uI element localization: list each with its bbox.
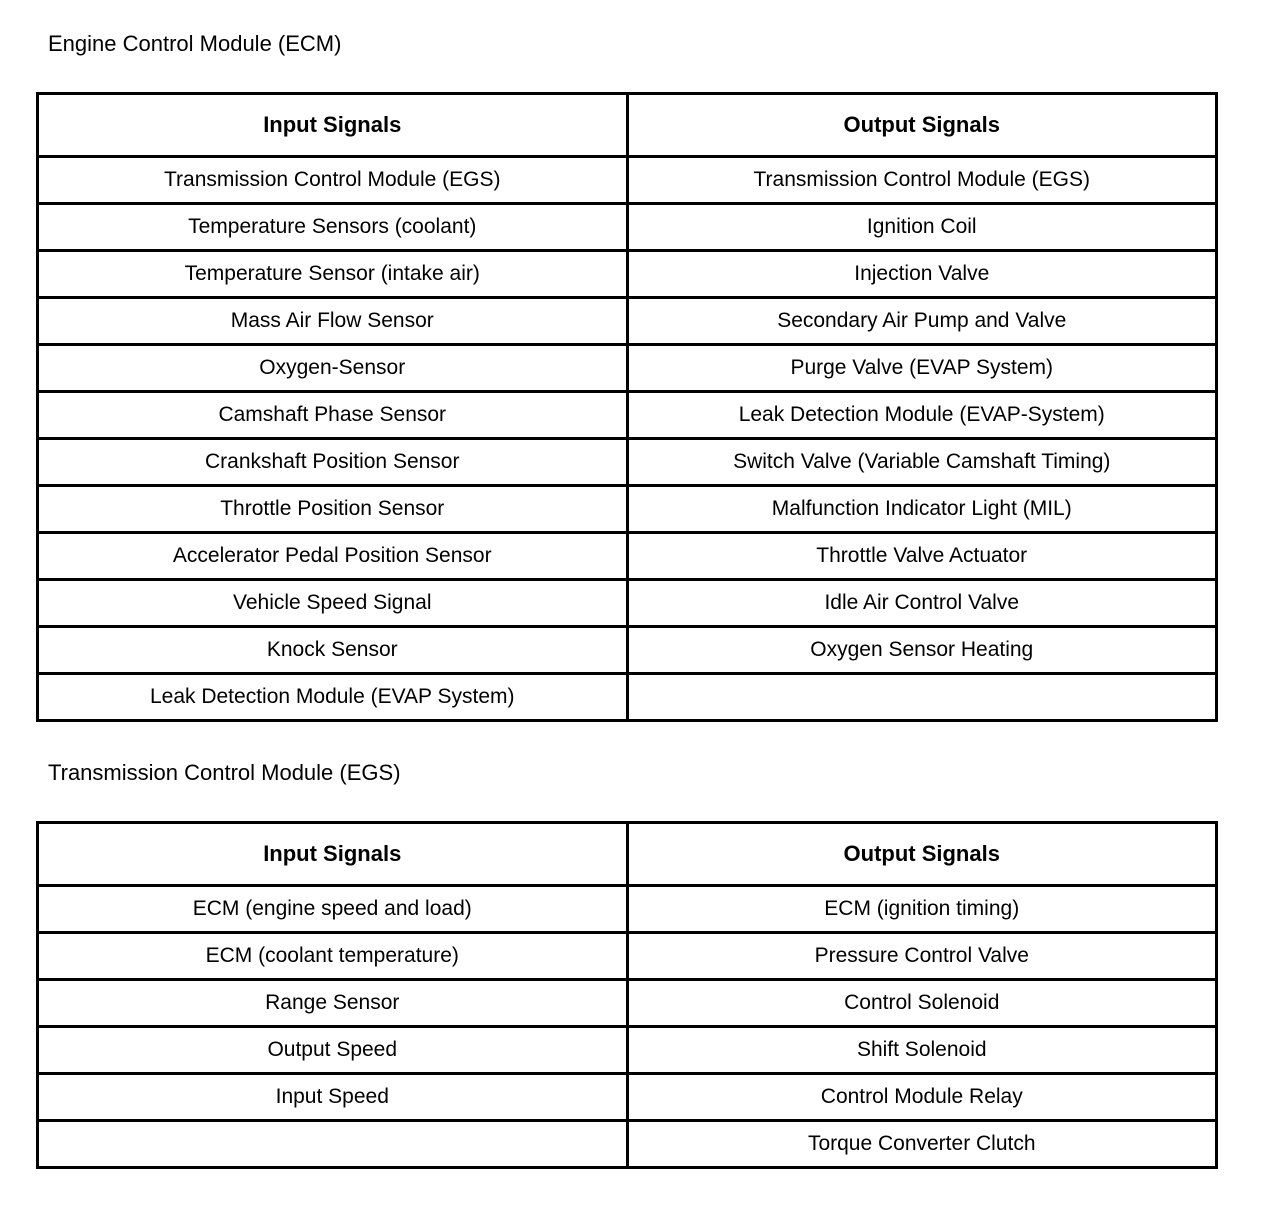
- table-row: [38, 533, 1217, 580]
- output-signal-cell: Transmission Control Module (EGS): [627, 157, 1217, 204]
- input-signal-cell: Camshaft Phase Sensor: [38, 392, 628, 439]
- input-signal-cell: Transmission Control Module (EGS): [38, 157, 628, 204]
- output-signals-header: Output Signals: [627, 823, 1217, 886]
- input-signal-cell: ECM (coolant temperature): [38, 933, 628, 980]
- table-row: [38, 580, 1217, 627]
- output-signal-cell: Leak Detection Module (EVAP-System): [627, 392, 1217, 439]
- input-signal-cell: [38, 1121, 628, 1168]
- output-signal-cell: Secondary Air Pump and Valve: [627, 298, 1217, 345]
- table-row: [38, 1074, 1217, 1121]
- output-signal-cell: Injection Valve: [627, 251, 1217, 298]
- input-signal-cell: Oxygen-Sensor: [38, 345, 628, 392]
- table-row: [38, 486, 1217, 533]
- table-row: [38, 674, 1217, 721]
- output-signal-cell: Ignition Coil: [627, 204, 1217, 251]
- input-signal-cell: Leak Detection Module (EVAP System): [38, 674, 628, 721]
- output-signal-cell: Purge Valve (EVAP System): [627, 345, 1217, 392]
- output-signal-cell: Control Module Relay: [627, 1074, 1217, 1121]
- output-signals-header: Output Signals: [627, 94, 1217, 157]
- table-row: [38, 251, 1217, 298]
- output-signal-cell: Control Solenoid: [627, 980, 1217, 1027]
- input-signal-cell: Temperature Sensors (coolant): [38, 204, 628, 251]
- input-signal-cell: Input Speed: [38, 1074, 628, 1121]
- output-signal-cell: Malfunction Indicator Light (MIL): [627, 486, 1217, 533]
- input-signal-cell: ECM (engine speed and load): [38, 886, 628, 933]
- egs-signals-table: [36, 821, 1218, 1169]
- table-row: [38, 345, 1217, 392]
- output-signal-cell: ECM (ignition timing): [627, 886, 1217, 933]
- output-signal-cell: Switch Valve (Variable Camshaft Timing): [627, 439, 1217, 486]
- output-signal-cell: Oxygen Sensor Heating: [627, 627, 1217, 674]
- input-signal-cell: Output Speed: [38, 1027, 628, 1074]
- output-signal-cell: Torque Converter Clutch: [627, 1121, 1217, 1168]
- output-signal-cell: Throttle Valve Actuator: [627, 533, 1217, 580]
- table-row: [38, 1121, 1217, 1168]
- output-signal-cell: Shift Solenoid: [627, 1027, 1217, 1074]
- table-row: [38, 980, 1217, 1027]
- input-signals-header: Input Signals: [38, 94, 628, 157]
- output-signal-cell: [627, 674, 1217, 721]
- input-signal-cell: Vehicle Speed Signal: [38, 580, 628, 627]
- table-row: [38, 204, 1217, 251]
- table-row: [38, 627, 1217, 674]
- section-title-ecm: Engine Control Module (ECM): [48, 31, 342, 56]
- section-title-egs: Transmission Control Module (EGS): [48, 760, 401, 785]
- input-signal-cell: Crankshaft Position Sensor: [38, 439, 628, 486]
- table-row: [38, 933, 1217, 980]
- input-signal-cell: Accelerator Pedal Position Sensor: [38, 533, 628, 580]
- input-signal-cell: Temperature Sensor (intake air): [38, 251, 628, 298]
- input-signals-header: Input Signals: [38, 823, 628, 886]
- table-row: [38, 886, 1217, 933]
- table-row: [38, 298, 1217, 345]
- ecm-signals-table: [36, 92, 1218, 722]
- input-signal-cell: Throttle Position Sensor: [38, 486, 628, 533]
- input-signal-cell: Knock Sensor: [38, 627, 628, 674]
- table-row: [38, 1027, 1217, 1074]
- table-header-row: [38, 823, 1217, 886]
- table-row: [38, 157, 1217, 204]
- input-signal-cell: Range Sensor: [38, 980, 628, 1027]
- input-signal-cell: Mass Air Flow Sensor: [38, 298, 628, 345]
- output-signal-cell: Idle Air Control Valve: [627, 580, 1217, 627]
- table-row: [38, 439, 1217, 486]
- output-signal-cell: Pressure Control Valve: [627, 933, 1217, 980]
- table-header-row: [38, 94, 1217, 157]
- table-row: [38, 392, 1217, 439]
